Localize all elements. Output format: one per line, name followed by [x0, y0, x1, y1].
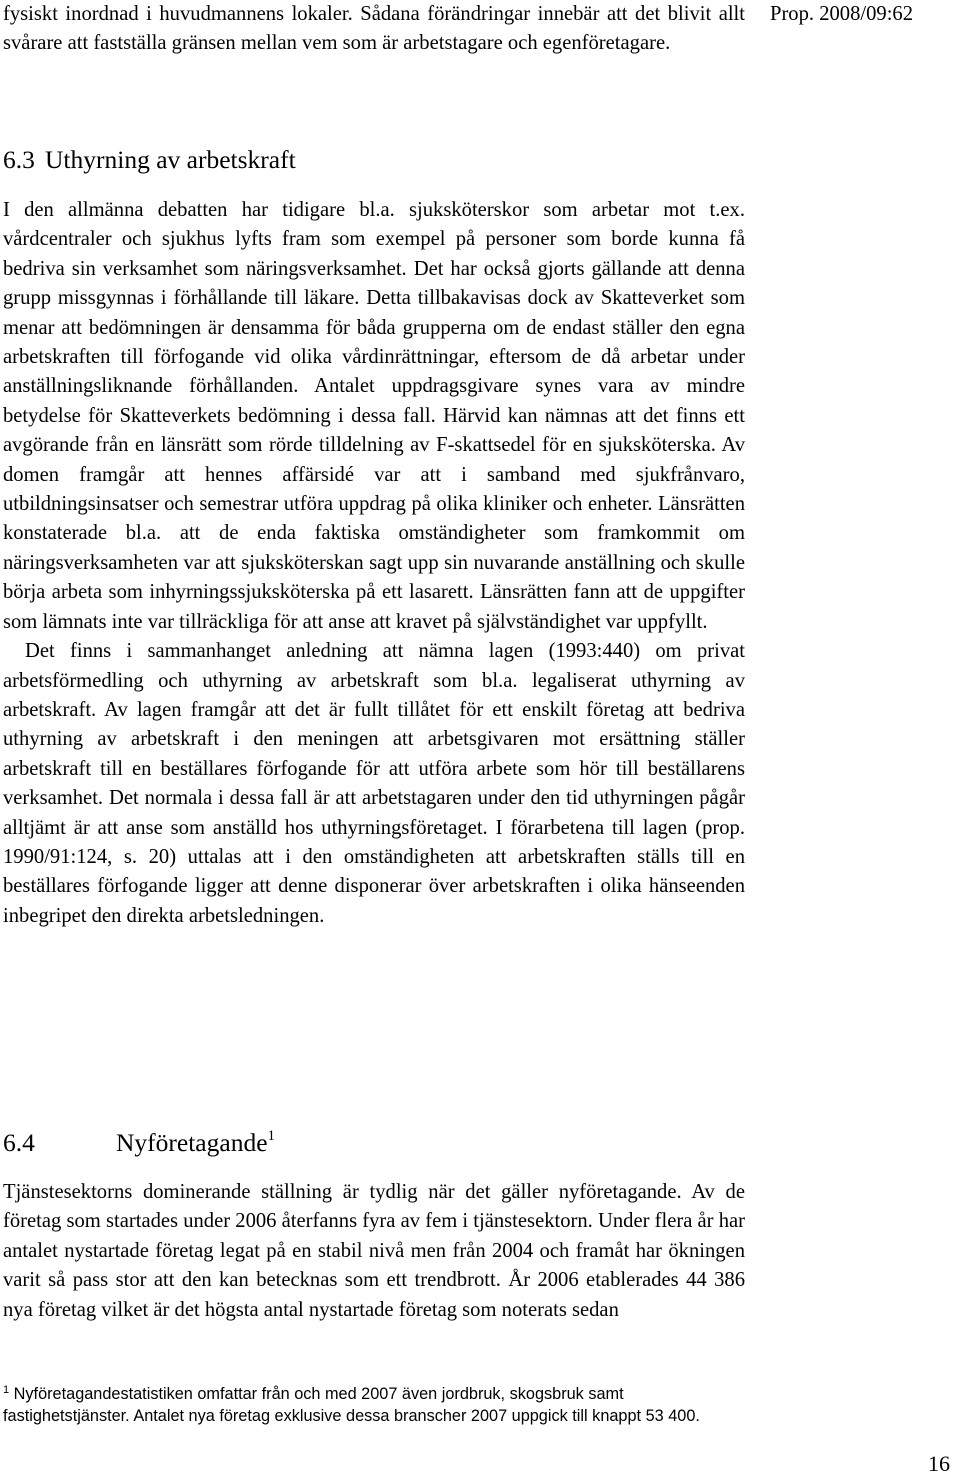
- section-body: [3, 196, 745, 931]
- proposition-reference: Prop. 2008/09:62: [770, 3, 914, 25]
- top-fragment: [3, 0, 745, 59]
- section-heading: [3, 1127, 275, 1159]
- section-number: 6.4: [3, 1128, 35, 1157]
- section-number: 6.3: [3, 145, 35, 174]
- footnote-reference[interactable]: 1: [267, 1128, 276, 1144]
- section-title: Nyföretagande: [116, 1128, 268, 1157]
- paragraph: fysiskt inordnad i huvudmannens lokaler. Sådana förändringar innebär att det blivit allt svårare att fastställa gränsen mellan vem som är arbetstagare och egenföretagare.: [3, 3, 745, 55]
- paragraph: Tjänstesektorns dominerande ställning är tydlig när det gäller nyföretagande. Av de företag som startades under 2006 återfanns fyra av fem i tjänstesektorn. Under flera år har antalet nystartade företag legat på en stabil nivå men från 2004 och framåt har ökningen varit så pass stor att den kan betecknas som ett trendbrott. År 2006 etablerades 44 386 nya företag vilket är det högsta antal nystartade företag som noterats sedan: [3, 1181, 745, 1321]
- footnote-marker: 1: [3, 1384, 10, 1396]
- page-number: 16: [928, 1451, 950, 1476]
- section-heading: [3, 144, 296, 176]
- section-body: [3, 1178, 745, 1325]
- footnote-text: Nyföretagandestatistiken omfattar från och med 2007 även jordbruk, skogsbruk samt fastighetstjänster. Antalet nya företag exklusive dessa branscher 2007 uppgick till knappt 53 400.: [3, 1385, 700, 1425]
- section-title: Uthyrning av arbetskraft: [45, 145, 296, 174]
- footnote: [3, 1383, 745, 1427]
- paragraph: Det finns i sammanhanget anledning att nämna lagen (1993:440) om privat arbetsförmedling och uthyrning av arbetskraft som bl.a. legaliserat uthyrning av arbetskraft. Av lagen framgår att det är fullt tillåtet för ett enskilt företag att bedriva uthyrning av arbetskraft i den meningen att arbetsgivaren mot ersättning ställer arbetskraft till en beställares förfogande för att utföra arbete som hör till beställarens verksamhet. Det normala i dessa fall är att arbetstagaren under den tid uthyrningen pågår alltjämt är att anse som anställd hos uthyrningsföretaget. I förarbetena till lagen (prop. 1990/91:124, s. 20) uttalas att i den omständigheten att arbetskraften ställs till en beställares förfogande ligger att denne disponerar över arbetskraften i olika hänseenden inbegripet den direkta arbetsledningen.: [3, 640, 745, 927]
- paragraph: I den allmänna debatten har tidigare bl.a. sjuksköterskor som arbetar mot t.ex. vårdcentraler och sjukhus lyfts fram som exempel på personer som borde kunna få bedriva sin verksamhet som näringsverksamhet. Det har också gjorts gällande att denna grupp missgynnas i förhållande till läkare. Detta tillbakavisas dock av Skatteverket som menar att bedömningen är densamma för båda grupperna om de endast ställer den egna arbetskraften till förfogande vid olika vårdinrättningar, eftersom de då arbetar under anställningsliknande förhållanden. Antalet uppdragsgivare synes vara av mindre betydelse för Skatteverkets bedömning i dessa fall. Härvid kan nämnas att det finns ett avgörande från en länsrätt som rörde tilldelning av F-skattsedel för en sjuksköterska. Av domen framgår att hennes affärsidé var att i samband med sjukfrånvaro, utbildningsinsatser och semestrar utföra uppdrag på olika kliniker och enheter. Länsrätten konstaterade bl.a. att de enda faktiska omständigheter som framkommit om näringsverksamheten var att sjuksköterskan sagt upp sin nuvarande anställning och skulle börja arbeta som inhyrningssjuksköterska på ett lasarett. Länsrätten fann att de uppgifter som lämnats inte var tillräckliga för att anse att kravet på självständighet var uppfyllt.: [3, 199, 745, 633]
